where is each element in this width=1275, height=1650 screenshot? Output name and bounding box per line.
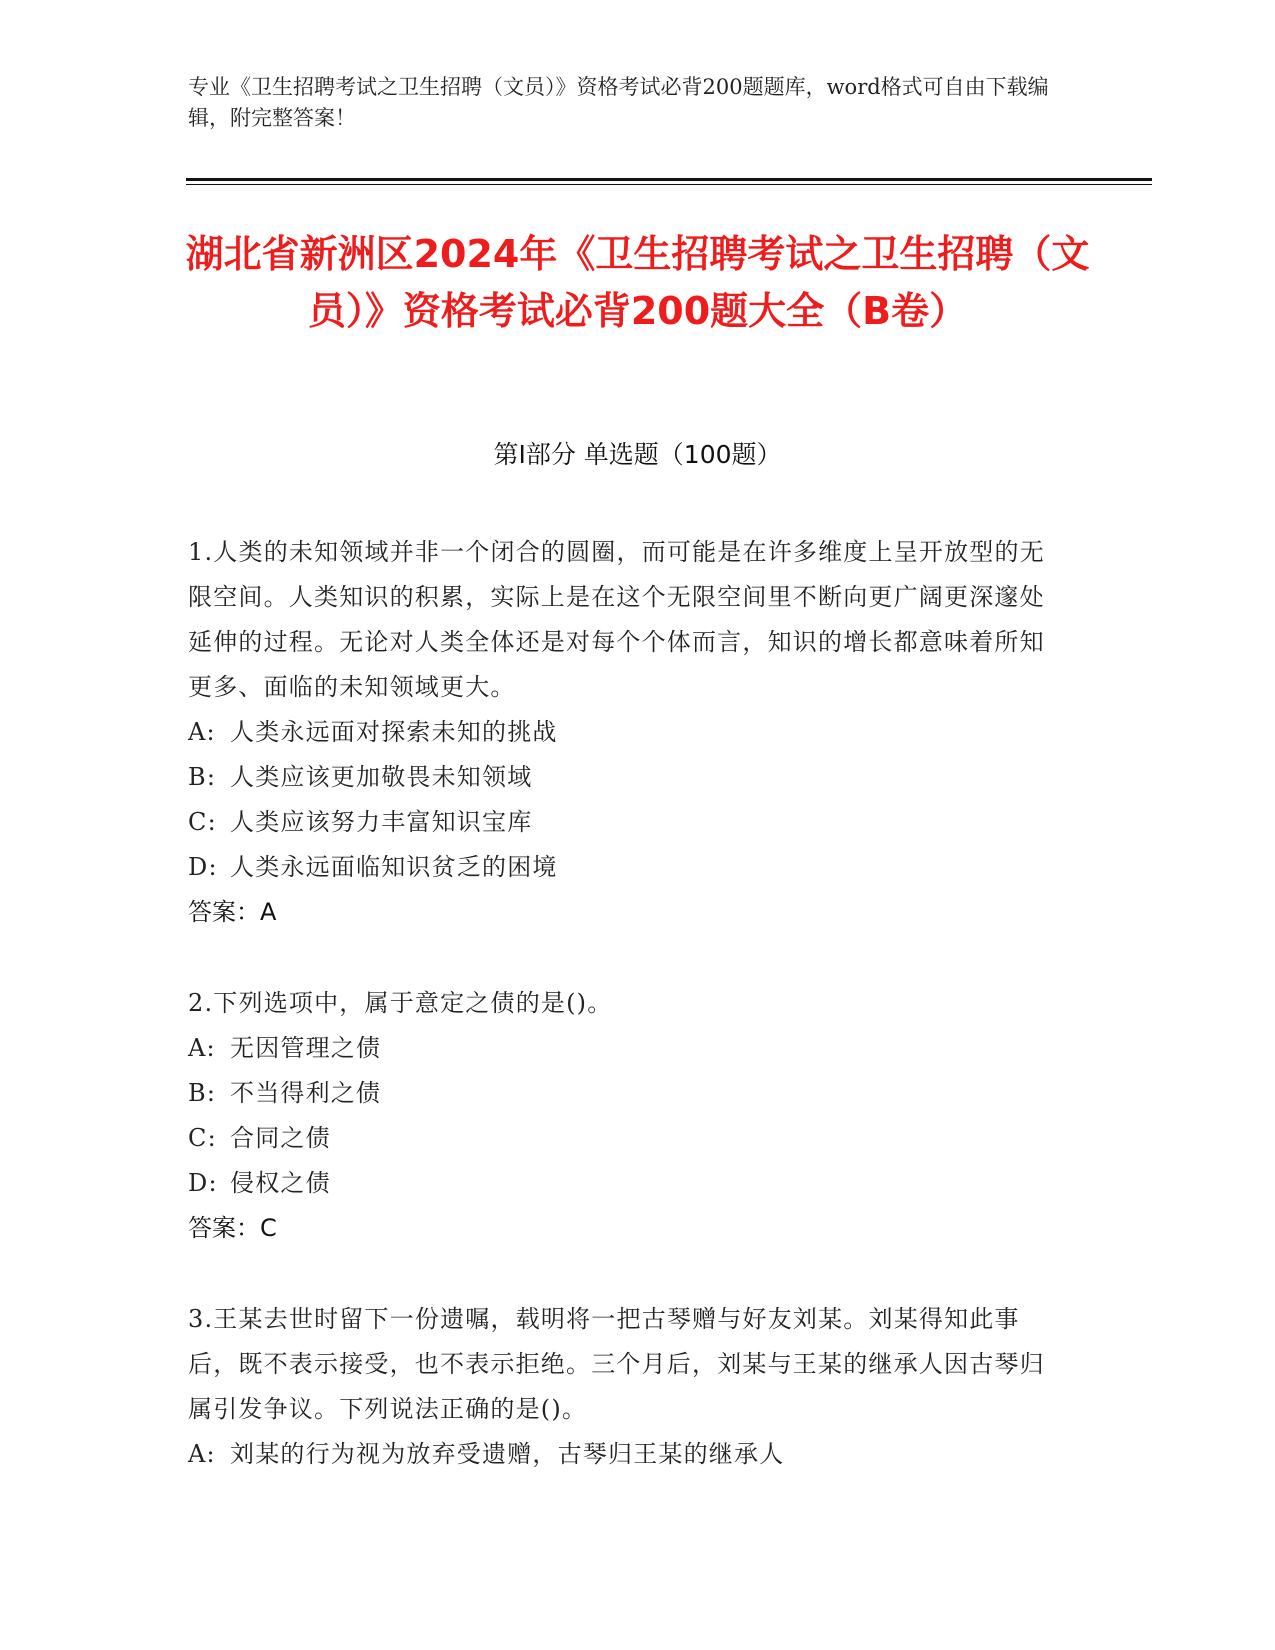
option-key: C: bbox=[188, 808, 217, 836]
option-text: 侵权之债 bbox=[230, 1169, 331, 1197]
option-key: A: bbox=[188, 1440, 216, 1468]
option-b bbox=[188, 1071, 1068, 1116]
question-1 bbox=[188, 530, 1068, 935]
question-stem: 1.人类的未知领域并非一个闭合的圆圈，而可能是在许多维度上呈开放型的无限空间。人类知识的积累，实际上是在这个无限空间里不断向更广阔更深邃处延伸的过程。无论对人类全体还是对每个个体而言，知识的增长都意味着所知更多、面临的未知领域更大。 bbox=[188, 538, 1045, 701]
section-heading: 第Ⅰ部分 单选题（100题） bbox=[493, 440, 782, 469]
option-text: 人类永远面对探索未知的挑战 bbox=[230, 718, 558, 746]
option-key: D: bbox=[188, 1169, 218, 1197]
option-d bbox=[188, 845, 1068, 890]
question-stem: 3.王某去世时留下一份遗嘱，载明将一把古琴赠与好友刘某。刘某得知此事后，既不表示接受，也不表示拒绝。三个月后，刘某与王某的继承人因古琴归属引发争议。下列说法正确的是()。 bbox=[188, 1305, 1045, 1423]
option-key: B: bbox=[188, 763, 217, 791]
question-2 bbox=[188, 981, 1068, 1251]
option-text: 人类永远面临知识贫乏的困境 bbox=[230, 853, 558, 881]
answer-line: 答案：C bbox=[188, 1214, 277, 1242]
header-note: 专业《卫生招聘考试之卫生招聘（文员）》资格考试必背200题题库，word格式可自由下载编辑，附完整答案！ bbox=[188, 75, 1049, 130]
option-a bbox=[188, 1026, 1068, 1071]
option-a bbox=[188, 1432, 1068, 1477]
option-text: 人类应该更加敬畏未知领域 bbox=[230, 763, 533, 791]
header-divider-thick bbox=[186, 178, 1152, 181]
option-text: 合同之债 bbox=[230, 1124, 331, 1152]
option-text: 不当得利之债 bbox=[230, 1079, 382, 1107]
option-key: C: bbox=[188, 1124, 217, 1152]
option-text: 人类应该努力丰富知识宝库 bbox=[230, 808, 533, 836]
option-key: A: bbox=[188, 718, 216, 746]
question-stem: 2.下列选项中，属于意定之债的是()。 bbox=[188, 989, 613, 1017]
option-text: 无因管理之债 bbox=[230, 1034, 382, 1062]
header-divider-thin bbox=[186, 184, 1152, 185]
option-a bbox=[188, 710, 1068, 755]
question-3 bbox=[188, 1297, 1068, 1477]
option-c bbox=[188, 800, 1068, 845]
document-title: 湖北省新洲区2024年《卫生招聘考试之卫生招聘（文员）》资格考试必背200题大全（B卷） bbox=[185, 232, 1090, 333]
option-b bbox=[188, 755, 1068, 800]
answer-line: 答案：A bbox=[188, 898, 277, 926]
question-list bbox=[188, 530, 1068, 1523]
option-key: A: bbox=[188, 1034, 216, 1062]
option-c bbox=[188, 1116, 1068, 1161]
option-text: 刘某的行为视为放弃受遗赠，古琴归王某的继承人 bbox=[230, 1440, 785, 1468]
option-key: D: bbox=[188, 853, 218, 881]
option-d bbox=[188, 1161, 1068, 1206]
option-key: B: bbox=[188, 1079, 217, 1107]
